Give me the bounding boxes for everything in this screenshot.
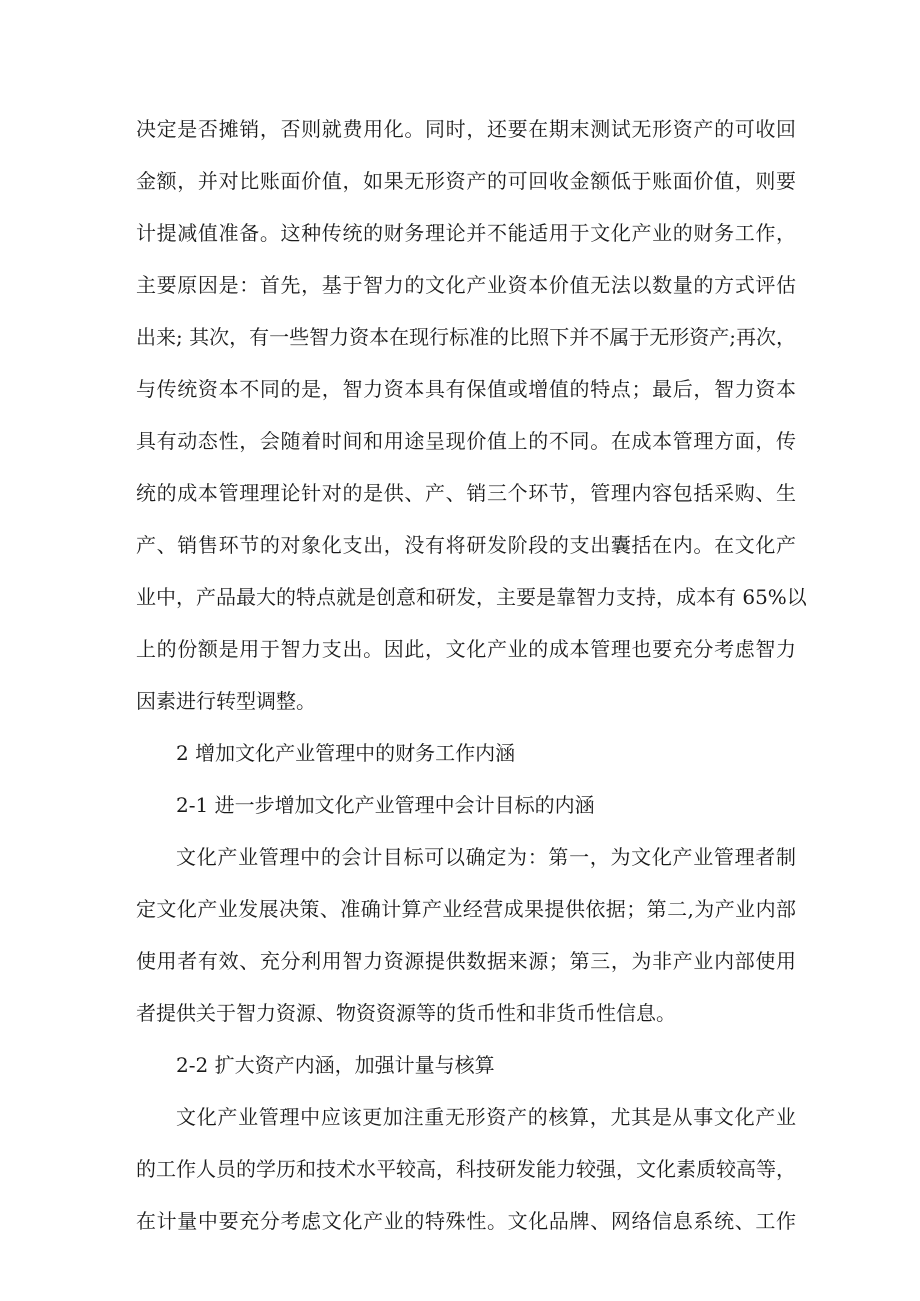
paragraph-line: 定文化产业发展决策、准确计算产业经营成果提供依据；第二,为产业内部 (136, 897, 796, 921)
paragraph-line: 统的成本管理理论针对的是供、产、销三个环节，管理内容包括采购、生 (136, 481, 796, 505)
paragraph-line: 上的份额是用于智力支出。因此，文化产业的成本管理也要充分考虑智力 (136, 637, 796, 661)
paragraph-line: 具有动态性，会随着时间和用途呈现价值上的不同。在成本管理方面，传 (136, 429, 796, 453)
subsection-heading: 2-2 扩大资产内涵，加强计量与核算 (176, 1053, 495, 1077)
paragraph-line: 出来; 其次，有一些智力资本在现行标准的比照下并不属于无形资产;再次， (136, 325, 796, 349)
paragraph-line: 主要原因是：首先，基于智力的文化产业资本价值无法以数量的方式评估 (136, 273, 796, 297)
paragraph-line: 的工作人员的学历和技术水平较高，科技研发能力较强，文化素质较高等， (136, 1157, 796, 1181)
paragraph-line: 在计量中要充分考虑文化产业的特殊性。文化品牌、网络信息系统、工作 (136, 1209, 796, 1233)
paragraph-first-line: 文化产业管理中应该更加注重无形资产的核算，尤其是从事文化产业 (176, 1105, 796, 1129)
paragraph-line: 决定是否摊销，否则就费用化。同时，还要在期末测试无形资产的可收回 (136, 117, 796, 141)
paragraph-line: 使用者有效、充分利用智力资源提供数据来源；第三，为非产业内部使用 (136, 949, 796, 973)
section-heading: 2 增加文化产业管理中的财务工作内涵 (176, 741, 516, 765)
paragraph-last-line: 者提供关于智力资源、物资资源等的货币性和非货币性信息。 (136, 1001, 676, 1025)
paragraph-line: 业中，产品最大的特点就是创意和研发，主要是靠智力支持，成本有 65%以 (136, 585, 807, 609)
paragraph-last-line: 因素进行转型调整。 (136, 689, 316, 713)
paragraph-line: 计提减值准备。这种传统的财务理论并不能适用于文化产业的财务工作， (136, 221, 796, 245)
paragraph-line: 产、销售环节的对象化支出，没有将研发阶段的支出囊括在内。在文化产 (136, 533, 796, 557)
paragraph-line: 金额，并对比账面价值，如果无形资产的可回收金额低于账面价值，则要 (136, 169, 796, 193)
subsection-heading: 2-1 进一步增加文化产业管理中会计目标的内涵 (176, 793, 595, 817)
paragraph-line: 与传统资本不同的是，智力资本具有保值或增值的特点；最后，智力资本 (136, 377, 796, 401)
paragraph-first-line: 文化产业管理中的会计目标可以确定为：第一，为文化产业管理者制 (176, 845, 796, 869)
